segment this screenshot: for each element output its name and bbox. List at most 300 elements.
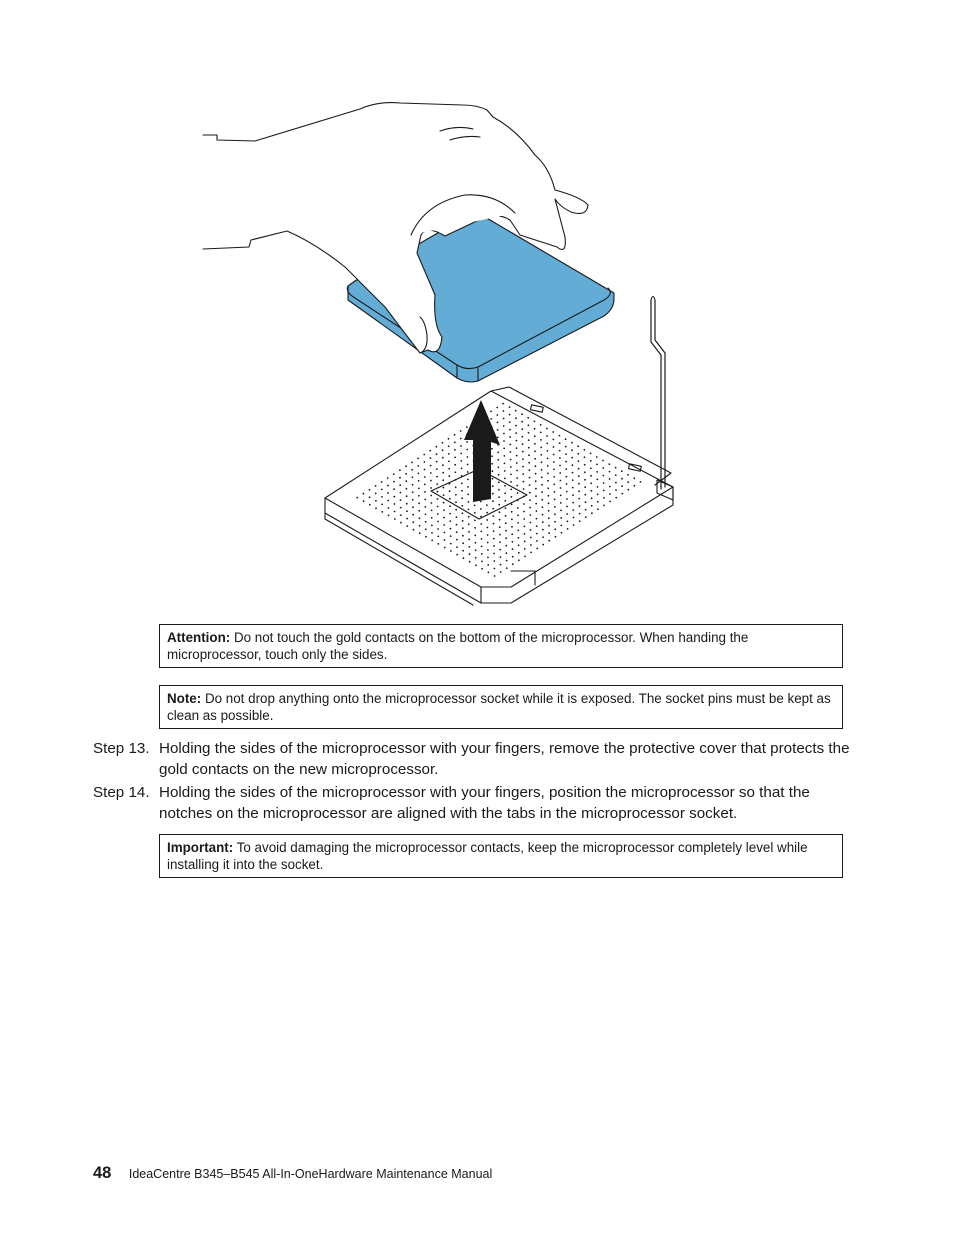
socket-pin bbox=[412, 499, 414, 501]
socket-pin bbox=[565, 468, 567, 470]
socket-pin bbox=[541, 461, 543, 463]
socket-pin bbox=[505, 515, 507, 517]
socket-pin bbox=[597, 501, 599, 503]
socket-pin bbox=[517, 522, 519, 524]
socket-pin bbox=[547, 450, 549, 452]
socket-pin bbox=[540, 447, 542, 449]
socket-pin bbox=[516, 447, 518, 449]
socket-pin bbox=[469, 561, 471, 563]
socket-pin bbox=[512, 556, 514, 558]
socket-pin bbox=[524, 556, 526, 558]
socket-pin bbox=[381, 481, 383, 483]
socket-pin bbox=[412, 514, 414, 516]
socket-pin bbox=[461, 505, 463, 507]
socket-pin bbox=[621, 478, 623, 480]
socket-pin bbox=[571, 442, 573, 444]
socket-pin bbox=[424, 491, 426, 493]
socket-pin bbox=[406, 503, 408, 505]
socket-pin bbox=[461, 497, 463, 499]
socket-pin bbox=[487, 527, 489, 529]
socket-pin bbox=[566, 506, 568, 508]
socket-pin bbox=[468, 538, 470, 540]
socket-pin bbox=[437, 498, 439, 500]
socket-pin bbox=[584, 494, 586, 496]
socket-pin bbox=[584, 464, 586, 466]
socket-pin bbox=[540, 439, 542, 441]
socket-pin bbox=[400, 492, 402, 494]
step-14 bbox=[93, 782, 853, 824]
socket-pin bbox=[590, 453, 592, 455]
socket-pin bbox=[490, 411, 492, 413]
socket-pin bbox=[412, 484, 414, 486]
socket-pin bbox=[466, 449, 468, 451]
socket-pin bbox=[468, 523, 470, 525]
socket-pin bbox=[511, 533, 513, 535]
socket-pin bbox=[603, 490, 605, 492]
socket-pin bbox=[522, 466, 524, 468]
socket-pin bbox=[430, 480, 432, 482]
socket-pin bbox=[406, 488, 408, 490]
socket-pin bbox=[509, 444, 511, 446]
socket-pin bbox=[517, 530, 519, 532]
socket-pin bbox=[443, 487, 445, 489]
socket-pin bbox=[542, 536, 544, 538]
socket-pin bbox=[480, 501, 482, 503]
socket-pin bbox=[418, 473, 420, 475]
socket-pin bbox=[572, 472, 574, 474]
socket-pin bbox=[425, 536, 427, 538]
socket-pin bbox=[542, 544, 544, 546]
socket-pin bbox=[542, 514, 544, 516]
socket-pin bbox=[527, 417, 529, 419]
socket-pin bbox=[430, 465, 432, 467]
socket-pin bbox=[584, 479, 586, 481]
socket-pin bbox=[430, 487, 432, 489]
socket-pin bbox=[591, 497, 593, 499]
socket-pin bbox=[448, 460, 450, 462]
socket-pin bbox=[548, 510, 550, 512]
socket-pin bbox=[493, 560, 495, 562]
socket-pin bbox=[400, 499, 402, 501]
socket-pin bbox=[480, 516, 482, 518]
socket-pin bbox=[530, 544, 532, 546]
socket-pin bbox=[536, 540, 538, 542]
socket-pin bbox=[456, 554, 458, 556]
socket-pin bbox=[449, 520, 451, 522]
socket-pin bbox=[615, 467, 617, 469]
socket-pin bbox=[548, 495, 550, 497]
socket-pin bbox=[529, 492, 531, 494]
socket-pin bbox=[509, 436, 511, 438]
socket-pin bbox=[406, 495, 408, 497]
socket-pin bbox=[510, 459, 512, 461]
socket-pin bbox=[467, 464, 469, 466]
socket-pin bbox=[418, 502, 420, 504]
socket-pin bbox=[388, 515, 390, 517]
socket-pin bbox=[480, 523, 482, 525]
socket-pin bbox=[511, 518, 513, 520]
socket-pin bbox=[387, 492, 389, 494]
socket-pin bbox=[363, 493, 365, 495]
socket-pin bbox=[578, 475, 580, 477]
socket-pin bbox=[534, 450, 536, 452]
socket-pin bbox=[577, 445, 579, 447]
socket-pin bbox=[584, 471, 586, 473]
socket-pin bbox=[493, 523, 495, 525]
socket-pin bbox=[603, 482, 605, 484]
socket-pin bbox=[375, 493, 377, 495]
important-label: Important: bbox=[167, 840, 234, 855]
socket-pin bbox=[448, 453, 450, 455]
socket-pin bbox=[500, 571, 502, 573]
socket-pin bbox=[497, 452, 499, 454]
socket-pin bbox=[572, 487, 574, 489]
socket-pin bbox=[487, 549, 489, 551]
socket-pin bbox=[536, 510, 538, 512]
socket-pin bbox=[463, 557, 465, 559]
socket-pin bbox=[567, 521, 569, 523]
socket-pin bbox=[572, 464, 574, 466]
socket-pin bbox=[494, 568, 496, 570]
socket-pin bbox=[486, 504, 488, 506]
socket-pin bbox=[474, 535, 476, 537]
socket-pin bbox=[466, 426, 468, 428]
socket-pin bbox=[579, 505, 581, 507]
socket-pin bbox=[627, 481, 629, 483]
socket-pin bbox=[572, 494, 574, 496]
socket-pin bbox=[578, 498, 580, 500]
socket-pin bbox=[375, 485, 377, 487]
socket-pin bbox=[517, 507, 519, 509]
step-number: Step 14. bbox=[93, 784, 150, 801]
page-footer bbox=[93, 1164, 492, 1183]
socket-pin bbox=[492, 515, 494, 517]
important-text: To avoid damaging the microprocessor contacts, keep the microprocessor completely level while installing it into the socket. bbox=[167, 840, 808, 872]
socket-pin bbox=[461, 468, 463, 470]
socket-pin bbox=[553, 461, 555, 463]
socket-pin bbox=[488, 572, 490, 574]
socket-pin bbox=[518, 552, 520, 554]
socket-pin bbox=[634, 485, 636, 487]
socket-pin bbox=[481, 553, 483, 555]
socket-pin bbox=[454, 464, 456, 466]
socket-pin bbox=[510, 474, 512, 476]
socket-pin bbox=[430, 495, 432, 497]
socket-pin bbox=[585, 516, 587, 518]
socket-pin bbox=[579, 520, 581, 522]
socket-pin bbox=[436, 483, 438, 485]
socket-pin bbox=[499, 511, 501, 513]
socket-pin bbox=[505, 530, 507, 532]
socket-pin bbox=[621, 493, 623, 495]
socket-pin bbox=[381, 489, 383, 491]
socket-pin bbox=[455, 494, 457, 496]
socket-pin bbox=[462, 535, 464, 537]
socket-pin bbox=[584, 486, 586, 488]
attention-label: Attention: bbox=[167, 630, 231, 645]
socket-pin bbox=[424, 476, 426, 478]
socket-pin bbox=[560, 517, 562, 519]
socket-pin bbox=[499, 541, 501, 543]
socket-pin bbox=[503, 440, 505, 442]
socket-pin bbox=[542, 529, 544, 531]
socket-pin bbox=[528, 454, 530, 456]
attention-text: Do not touch the gold contacts on the bottom of the microprocessor. When handing the microprocessor, touch only the sides. bbox=[167, 630, 749, 662]
socket-pin bbox=[522, 473, 524, 475]
socket-pin bbox=[535, 465, 537, 467]
step-number: Step 13. bbox=[93, 740, 150, 757]
socket-pin bbox=[460, 438, 462, 440]
socket-pin bbox=[572, 509, 574, 511]
socket-pin bbox=[504, 478, 506, 480]
socket-pin bbox=[381, 496, 383, 498]
socket-pin bbox=[481, 568, 483, 570]
socket-pin bbox=[504, 485, 506, 487]
socket-pin bbox=[448, 445, 450, 447]
socket-pin bbox=[523, 481, 525, 483]
socket-pin bbox=[510, 451, 512, 453]
socket-pin bbox=[412, 476, 414, 478]
socket-pin bbox=[522, 458, 524, 460]
socket-pin bbox=[443, 509, 445, 511]
socket-pin bbox=[369, 504, 371, 506]
socket-pin bbox=[474, 505, 476, 507]
socket-pin bbox=[524, 548, 526, 550]
socket-pin bbox=[492, 493, 494, 495]
socket-pin bbox=[424, 469, 426, 471]
attention-notice bbox=[159, 624, 843, 668]
socket-pin bbox=[419, 525, 421, 527]
socket-pin bbox=[425, 521, 427, 523]
socket-pin bbox=[515, 425, 517, 427]
socket-pin bbox=[425, 528, 427, 530]
socket-pin bbox=[436, 453, 438, 455]
socket-pin bbox=[609, 486, 611, 488]
socket-pin bbox=[423, 454, 425, 456]
socket-pin bbox=[585, 501, 587, 503]
socket-pin bbox=[480, 508, 482, 510]
socket-pin bbox=[498, 474, 500, 476]
socket-pin bbox=[461, 483, 463, 485]
socket-pin bbox=[596, 464, 598, 466]
socket-pin bbox=[528, 432, 530, 434]
socket-pin bbox=[546, 435, 548, 437]
socket-pin bbox=[596, 479, 598, 481]
socket-pin bbox=[547, 465, 549, 467]
socket-pin bbox=[542, 506, 544, 508]
socket-pin bbox=[553, 476, 555, 478]
socket-pin bbox=[498, 489, 500, 491]
page-number: 48 bbox=[93, 1164, 112, 1182]
socket-pin bbox=[400, 507, 402, 509]
socket-pin bbox=[425, 514, 427, 516]
socket-pin bbox=[455, 501, 457, 503]
socket-pin bbox=[521, 413, 523, 415]
socket-pin bbox=[566, 513, 568, 515]
socket-pin bbox=[504, 455, 506, 457]
socket-pin bbox=[585, 509, 587, 511]
socket-pin bbox=[363, 500, 365, 502]
socket-pin bbox=[496, 414, 498, 416]
socket-pin bbox=[502, 403, 504, 405]
socket-pin bbox=[548, 525, 550, 527]
socket-pin bbox=[546, 428, 548, 430]
socket-pin bbox=[381, 511, 383, 513]
socket-pin bbox=[481, 538, 483, 540]
socket-pin bbox=[506, 560, 508, 562]
socket-pin bbox=[460, 460, 462, 462]
socket-pin bbox=[534, 458, 536, 460]
socket-lever bbox=[651, 297, 673, 501]
socket-pin bbox=[536, 518, 538, 520]
socket-pin bbox=[535, 488, 537, 490]
socket-pin bbox=[492, 478, 494, 480]
socket-pin bbox=[566, 476, 568, 478]
socket-pin bbox=[584, 449, 586, 451]
socket-pin bbox=[559, 465, 561, 467]
socket-pin bbox=[431, 532, 433, 534]
socket-pin bbox=[500, 556, 502, 558]
socket-pin bbox=[405, 465, 407, 467]
socket-pin bbox=[400, 514, 402, 516]
socket-pin bbox=[492, 500, 494, 502]
socket-pin bbox=[571, 449, 573, 451]
socket-pin bbox=[437, 528, 439, 530]
socket-pin bbox=[475, 549, 477, 551]
socket-pin bbox=[510, 489, 512, 491]
socket-pin bbox=[524, 533, 526, 535]
socket-pin bbox=[579, 513, 581, 515]
socket-pin bbox=[450, 550, 452, 552]
socket-pin bbox=[462, 520, 464, 522]
socket-pin bbox=[449, 505, 451, 507]
socket-pin bbox=[487, 534, 489, 536]
socket-pin bbox=[565, 438, 567, 440]
socket-pin bbox=[541, 484, 543, 486]
socket-pin bbox=[437, 506, 439, 508]
socket-pin bbox=[504, 470, 506, 472]
socket-pin bbox=[497, 459, 499, 461]
socket-pin bbox=[406, 518, 408, 520]
socket-pin bbox=[429, 450, 431, 452]
socket-pin bbox=[418, 480, 420, 482]
socket-pin bbox=[493, 538, 495, 540]
socket-pin bbox=[399, 484, 401, 486]
socket-pin bbox=[566, 491, 568, 493]
socket-pin bbox=[590, 460, 592, 462]
socket-pin bbox=[565, 461, 567, 463]
socket-pin bbox=[412, 506, 414, 508]
socket-pin bbox=[621, 470, 623, 472]
socket-pin bbox=[431, 525, 433, 527]
socket-pin bbox=[609, 501, 611, 503]
socket-pin bbox=[597, 494, 599, 496]
socket-pin bbox=[597, 486, 599, 488]
socket-pin bbox=[529, 499, 531, 501]
socket-pin bbox=[431, 517, 433, 519]
socket-pin bbox=[462, 512, 464, 514]
socket-pin bbox=[499, 519, 501, 521]
socket-pin bbox=[443, 494, 445, 496]
socket-pin bbox=[503, 410, 505, 412]
socket-pin bbox=[530, 552, 532, 554]
socket-pin bbox=[577, 453, 579, 455]
socket-pin bbox=[541, 499, 543, 501]
socket-pin bbox=[609, 471, 611, 473]
socket-pin bbox=[596, 471, 598, 473]
step-text: Holding the sides of the microprocessor with your fingers, remove the protective cover that protects the gold contacts on the new microprocessor. bbox=[159, 740, 850, 778]
socket-pin bbox=[444, 547, 446, 549]
socket-pin bbox=[448, 475, 450, 477]
step-13 bbox=[93, 738, 853, 780]
socket-pin bbox=[528, 469, 530, 471]
socket-pin bbox=[393, 488, 395, 490]
socket-pin bbox=[628, 489, 630, 491]
socket-pin bbox=[541, 469, 543, 471]
socket-pin bbox=[442, 442, 444, 444]
socket-pin bbox=[406, 510, 408, 512]
socket-pin bbox=[536, 525, 538, 527]
microprocessor-cover-removal-illustration bbox=[195, 95, 685, 610]
socket-pin bbox=[467, 471, 469, 473]
socket-pin bbox=[449, 483, 451, 485]
socket-pin bbox=[548, 502, 550, 504]
socket-pin bbox=[559, 435, 561, 437]
socket-pin bbox=[602, 467, 604, 469]
socket-pin bbox=[394, 511, 396, 513]
socket-pin bbox=[571, 457, 573, 459]
socket-pin bbox=[475, 557, 477, 559]
socket-pin bbox=[509, 406, 511, 408]
socket-pin bbox=[486, 512, 488, 514]
socket-pin bbox=[461, 475, 463, 477]
socket-pin bbox=[413, 529, 415, 531]
socket-pin bbox=[528, 462, 530, 464]
socket-pin bbox=[430, 472, 432, 474]
socket-pin bbox=[468, 509, 470, 511]
socket-pin bbox=[369, 489, 371, 491]
note-notice bbox=[159, 685, 843, 729]
socket-pin bbox=[506, 567, 508, 569]
socket-pin bbox=[499, 526, 501, 528]
socket-pin bbox=[552, 431, 554, 433]
socket-pin bbox=[524, 541, 526, 543]
socket-pin bbox=[497, 429, 499, 431]
socket-pin bbox=[521, 428, 523, 430]
socket-pin bbox=[399, 477, 401, 479]
socket-pin bbox=[497, 422, 499, 424]
socket-pin bbox=[578, 490, 580, 492]
socket-pin bbox=[522, 443, 524, 445]
socket-pin bbox=[442, 464, 444, 466]
socket-pin bbox=[516, 440, 518, 442]
socket-pin bbox=[462, 550, 464, 552]
socket-pin bbox=[505, 522, 507, 524]
socket-pin bbox=[400, 522, 402, 524]
socket-pin bbox=[356, 497, 358, 499]
socket-pin bbox=[536, 533, 538, 535]
socket-pin bbox=[553, 446, 555, 448]
socket-pin bbox=[487, 542, 489, 544]
socket-pin bbox=[516, 455, 518, 457]
socket-pin bbox=[494, 575, 496, 577]
socket-pin bbox=[436, 446, 438, 448]
socket-pin bbox=[515, 410, 517, 412]
important-notice bbox=[159, 834, 843, 878]
socket-pin bbox=[535, 495, 537, 497]
socket-pin bbox=[523, 511, 525, 513]
socket-pin bbox=[540, 424, 542, 426]
